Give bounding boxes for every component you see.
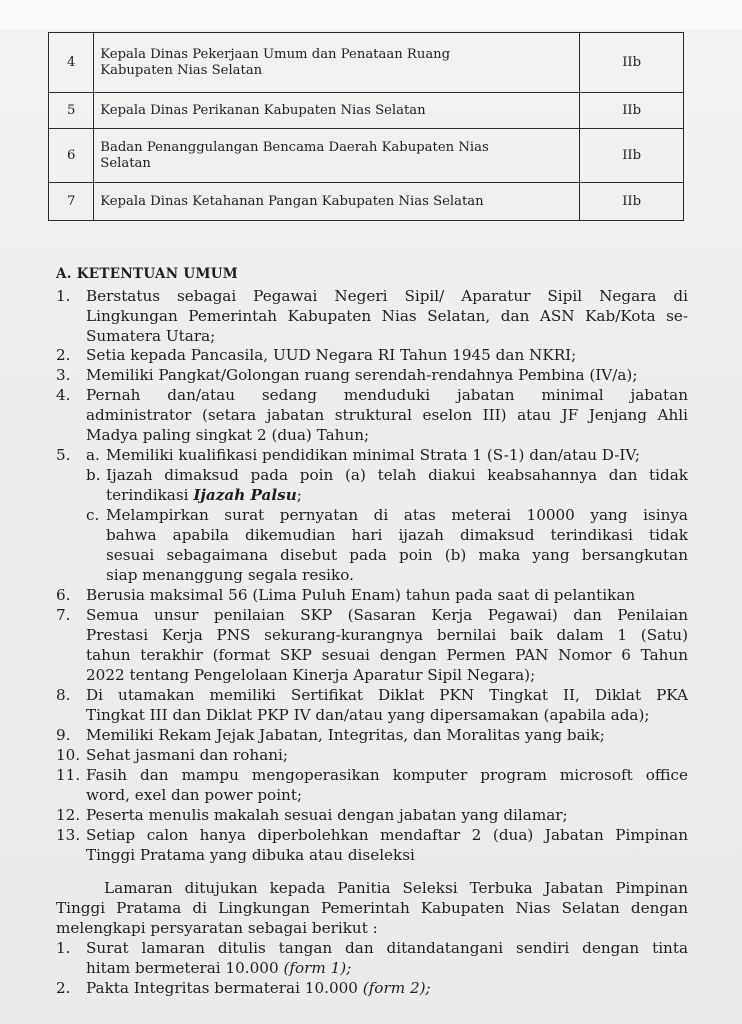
sublist-label: a.: [86, 446, 100, 464]
position-grade: IIb: [580, 93, 684, 129]
row-number: 4: [49, 33, 94, 93]
form-reference: (form 1);: [283, 959, 352, 977]
list-item-text: Fasih dan mampu mengoperasikan komputer program microsoft office: [86, 766, 688, 784]
list-item-text: Lingkungan Pemerintah Kabupaten Nias Selatan, dan ASN Kab/Kota se-: [86, 307, 688, 325]
list-item-text: Pakta Integritas bermaterai 10.000 (form 2);: [86, 979, 431, 997]
list-number: 11.: [56, 766, 81, 784]
list-number: 6.: [56, 586, 71, 604]
list-item-text: administrator (setara jabatan struktural eselon III) atau JF Jenjang Ahli: [86, 406, 688, 424]
list-item-text: Memiliki Pangkat/Golongan ruang serendah-rendahnya Pembina (IV/a);: [86, 366, 638, 384]
list-item-text: Tingkat III dan Diklat PKP IV dan/atau yang dipersamakan (apabila ada);: [86, 706, 650, 724]
list-item-text: Pernah dan/atau sedang menduduki jabatan minimal jabatan: [86, 386, 688, 404]
position-name: Kepala Dinas Perikanan Kabupaten Nias Selatan: [94, 93, 580, 129]
paragraph-line: Tinggi Pratama di Lingkungan Pemerintah Kabupaten Nias Selatan dengan: [56, 899, 688, 917]
table-row: [49, 183, 684, 221]
list-item-text: Surat lamaran ditulis tangan dan ditandatangani sendiri dengan tinta: [86, 939, 688, 957]
sublist-text: bahwa apabila dikemudian hari ijazah dimaksud terindikasi tidak: [106, 526, 688, 544]
paragraph-line: melengkapi persyaratan sebagai berikut :: [56, 919, 378, 937]
position-name: Kepala Dinas Ketahanan Pangan Kabupaten Nias Selatan: [94, 183, 580, 221]
list-number: 8.: [56, 686, 71, 704]
paragraph-line: Lamaran ditujukan kepada Panitia Seleksi Terbuka Jabatan Pimpinan: [104, 879, 688, 897]
emphasis-text: Ijazah Palsu: [193, 486, 297, 504]
sublist-text: sesuai sebagaimana disebut pada poin (b) maka yang bersangkutan: [106, 546, 688, 564]
position-grade: IIb: [580, 183, 684, 221]
list-item-text: hitam bermeterai 10.000 (form 1);: [86, 959, 352, 977]
top-margin: [0, 0, 742, 30]
list-number: 4.: [56, 386, 71, 404]
list-item-text: Berstatus sebagai Pegawai Negeri Sipil/ Aparatur Sipil Negara di: [86, 287, 688, 305]
sublist-text: Memiliki kualifikasi pendidikan minimal Strata 1 (S-1) dan/atau D-IV;: [106, 446, 640, 464]
section-title: A. KETENTUAN UMUM: [56, 266, 239, 282]
position-grade: IIb: [580, 33, 684, 93]
table-row: [49, 93, 684, 129]
list-item-text: word, exel dan power point;: [86, 786, 303, 804]
list-item-text: Sumatera Utara;: [86, 327, 216, 345]
list-number: 7.: [56, 606, 71, 624]
row-number: 7: [49, 183, 94, 221]
positions-table: [48, 32, 684, 221]
list-item-text: Madya paling singkat 2 (dua) Tahun;: [86, 426, 370, 444]
table-row: [49, 33, 684, 93]
list-item-text: Prestasi Kerja PNS sekurang-kurangnya bernilai baik dalam 1 (Satu): [86, 626, 688, 644]
sublist-text: Melampirkan surat pernyatan di atas meterai 10000 yang isinya: [106, 506, 688, 524]
list-item-text: Peserta menulis makalah sesuai dengan jabatan yang dilamar;: [86, 806, 568, 824]
form-reference: (form 2);: [362, 979, 431, 997]
list-item-text: Setia kepada Pancasila, UUD Negara RI Tahun 1945 dan NKRI;: [86, 346, 577, 364]
list-item-text: Memiliki Rekam Jejak Jabatan, Integritas, dan Moralitas yang baik;: [86, 726, 605, 744]
list-number: 2.: [56, 346, 71, 364]
position-name: Kepala Dinas Pekerjaan Umum dan Penataan Ruang Kabupaten Nias Selatan: [94, 33, 580, 93]
list-number: 1.: [56, 287, 71, 305]
table-row: [49, 129, 684, 183]
list-number: 5.: [56, 446, 71, 464]
list-item-text: 2022 tentang Pengelolaan Kinerja Aparatur Sipil Negara);: [86, 666, 536, 684]
sublist-text: Ijazah dimaksud pada poin (a) telah diakui keabsahannya dan tidak: [106, 466, 688, 484]
position-grade: IIb: [580, 129, 684, 183]
sublist-text: terindikasi Ijazah Palsu;: [106, 486, 302, 504]
row-number: 6: [49, 129, 94, 183]
list-number: 9.: [56, 726, 71, 744]
list-item-text: Berusia maksimal 56 (Lima Puluh Enam) tahun pada saat di pelantikan: [86, 586, 636, 604]
sublist-label: b.: [86, 466, 101, 484]
list-item-text: Di utamakan memiliki Sertifikat Diklat PKN Tingkat II, Diklat PKA: [86, 686, 688, 704]
row-number: 5: [49, 93, 94, 129]
list-item-text: Semua unsur penilaian SKP (Sasaran Kerja Pegawai) dan Penilaian: [86, 606, 688, 624]
list-number: 2.: [56, 979, 71, 997]
list-item-text: Sehat jasmani dan rohani;: [86, 746, 289, 764]
list-number: 13.: [56, 826, 81, 844]
list-number: 1.: [56, 939, 71, 957]
list-number: 3.: [56, 366, 71, 384]
sublist-text: siap menanggung segala resiko.: [106, 566, 354, 584]
position-name: Badan Penanggulangan Bencama Daerah Kabupaten Nias Selatan: [94, 129, 580, 183]
list-item-text: tahun terakhir (format SKP sesuai dengan Permen PAN Nomor 6 Tahun: [86, 646, 688, 664]
list-number: 12.: [56, 806, 81, 824]
list-item-text: Setiap calon hanya diperbolehkan mendaftar 2 (dua) Jabatan Pimpinan: [86, 826, 688, 844]
list-item-text: Tinggi Pratama yang dibuka atau diseleksi: [86, 846, 415, 864]
list-number: 10.: [56, 746, 81, 764]
sublist-label: c.: [86, 506, 100, 524]
